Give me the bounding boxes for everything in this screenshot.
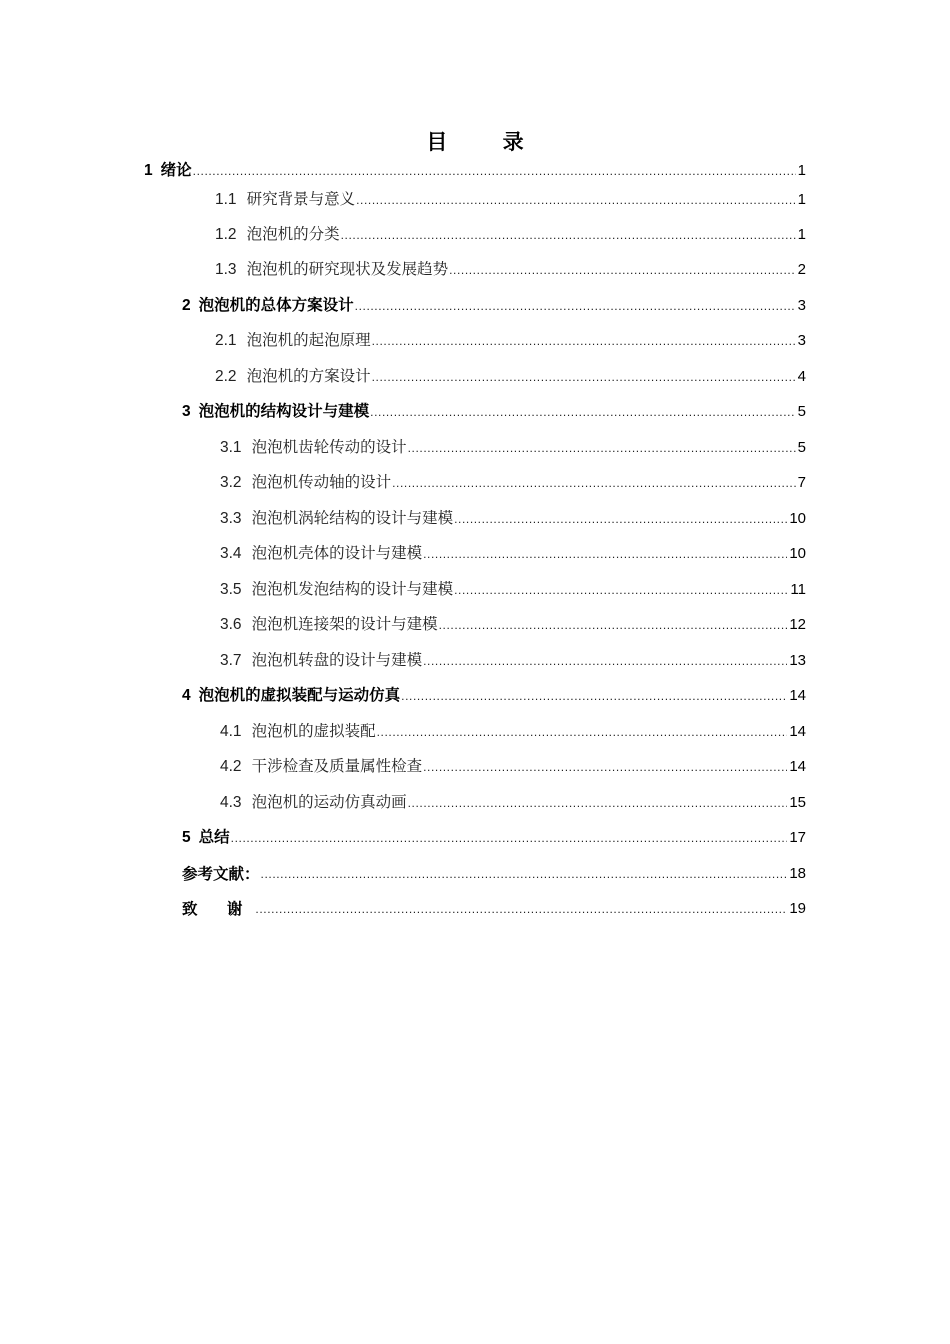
toc-page-number: 10 [789,545,806,562]
toc-page-number: 5 [797,403,806,420]
toc-page-number: 3 [797,297,806,314]
toc-entry-heading [182,864,260,884]
toc-entry-heading [220,721,376,742]
toc-entry-number: 1 [144,162,153,179]
toc-page-number: 4 [797,368,806,385]
toc-entry-label: 泡泡机传动轴的设计 [251,473,392,491]
toc-entry-label: 泡泡机发泡结构的设计与建模 [251,580,454,598]
toc-entry[interactable] [220,718,806,742]
toc-entry-number: 4.3 [220,794,242,811]
toc-entry-label: 泡泡机的分类 [246,225,340,243]
toc-entry[interactable] [182,398,806,422]
toc-leader-dots [423,547,787,561]
toc-page-number: 12 [789,616,806,633]
toc-entry-heading [182,685,400,706]
toc-page-number: 10 [789,510,806,527]
toc-entry-label: 泡泡机涡轮结构的设计与建模 [251,509,454,527]
toc-entry-heading [215,259,448,280]
toc-entry-label: 泡泡机的研究现状及发展趋势 [246,260,449,278]
toc-entry-label: 泡泡机齿轮传动的设计 [251,438,407,456]
toc-page-number: 7 [797,474,806,491]
toc-entry-label: 泡泡机的总体方案设计 [198,296,354,314]
toc-entry-number: 5 [182,829,191,846]
toc-entry[interactable] [220,434,806,458]
toc-leader-dots [454,583,788,597]
toc-entry[interactable] [215,221,806,245]
toc-entry-label: 泡泡机的结构设计与建模 [198,402,370,420]
toc-leader-dots [231,831,788,845]
toc-entry-heading [182,401,369,422]
toc-page-number: 14 [789,687,806,704]
toc-entry-label: 致 谢 [182,900,255,918]
toc-entry[interactable] [215,363,806,387]
toc-leader-dots [377,725,788,739]
toc-page-number: 3 [797,332,806,349]
toc-entry-number: 2 [182,297,191,314]
toc-entry-heading [220,614,438,635]
toc-entry-number: 2.1 [215,332,237,349]
toc-entry-number: 4.2 [220,758,242,775]
toc-page-number: 15 [789,794,806,811]
toc-entry[interactable] [215,327,806,351]
toc-entry-heading [220,756,422,777]
toc-entry[interactable] [220,789,806,813]
toc-entry-label: 干涉检查及质量属性检查 [251,757,423,775]
toc-entry-number: 2.2 [215,368,237,385]
toc-entry-number: 3.2 [220,474,242,491]
toc-entry-number: 1.1 [215,191,237,208]
toc-entry-label: 泡泡机转盘的设计与建模 [251,651,423,669]
toc-leader-dots [193,164,796,178]
toc-entry-heading [220,472,391,493]
toc-entry-heading [182,899,254,919]
toc-entry-number: 3.3 [220,510,242,527]
toc-entry[interactable] [220,647,806,671]
toc-entry-label: 参考文献： [182,865,260,883]
toc-page-number: 14 [789,758,806,775]
toc-leader-dots [454,512,787,526]
toc-leader-dots [423,760,787,774]
toc-entry[interactable] [182,682,806,706]
toc-entry-number: 4.1 [220,723,242,740]
toc-entry[interactable] [144,157,806,181]
toc-entry-heading [215,224,340,245]
toc-entry-number: 3.7 [220,652,242,669]
toc-entry-number: 3.6 [220,616,242,633]
toc-entry[interactable] [220,469,806,493]
toc-entry[interactable] [182,860,806,884]
toc-entry[interactable] [220,753,806,777]
toc-entry[interactable] [215,186,806,210]
toc-leader-dots [255,902,787,916]
toc-entry-heading [144,160,192,181]
toc-entry-number: 3.1 [220,439,242,456]
toc-leader-dots [408,441,796,455]
toc-entry-heading [215,366,371,387]
toc-leader-dots [401,689,787,703]
toc-entry-number: 3.5 [220,581,242,598]
toc-leader-dots [449,263,796,277]
toc-entry-heading [220,437,407,458]
toc-entry-heading [220,792,407,813]
toc-leader-dots [408,796,788,810]
toc-entry[interactable] [215,256,806,280]
toc-entry[interactable] [220,540,806,564]
toc-entry-label: 泡泡机的虚拟装配 [251,722,376,740]
toc-entry-heading [215,330,371,351]
toc-leader-dots [355,299,796,313]
toc-page-number: 5 [797,439,806,456]
toc-page-number: 19 [789,900,806,917]
toc-entry-number: 1.3 [215,261,237,278]
toc-entry-label: 泡泡机的虚拟装配与运动仿真 [198,686,401,704]
toc-leader-dots [439,618,788,632]
toc-page-number: 1 [797,226,806,243]
toc-entry[interactable] [220,611,806,635]
toc-entry[interactable] [220,505,806,529]
toc-entry-label: 泡泡机壳体的设计与建模 [251,544,423,562]
toc-entry-label: 泡泡机连接架的设计与建模 [251,615,438,633]
toc-entry-number: 3 [182,403,191,420]
toc-entry[interactable] [182,824,806,848]
toc-page-number: 18 [789,865,806,882]
toc-leader-dots [341,228,796,242]
toc-entry-number: 3.4 [220,545,242,562]
toc-entry[interactable] [182,292,806,316]
toc-page-number: 1 [797,162,806,179]
toc-entry-label: 研究背景与意义 [246,190,356,208]
toc-leader-dots [356,193,796,207]
toc-leader-dots [423,654,787,668]
toc-entry-number: 1.2 [215,226,237,243]
toc-entry-label: 泡泡机的运动仿真动画 [251,793,407,811]
toc-leader-dots [370,405,796,419]
toc-entry-label: 总结 [198,828,230,846]
toc-entry-label: 泡泡机的方案设计 [246,367,371,385]
toc-title: 目 录 [426,130,548,154]
toc-page-number: 17 [789,829,806,846]
toc-entry-heading [220,508,453,529]
toc-entry-heading [220,579,453,600]
toc-leader-dots [372,370,796,384]
toc-entry-heading [220,650,422,671]
toc-page-number: 1 [797,191,806,208]
toc-leader-dots [392,476,796,490]
toc-page-number: 13 [789,652,806,669]
toc-entry-heading [220,543,422,564]
toc-entry[interactable] [220,576,806,600]
toc-entry-heading [215,189,355,210]
toc-entry-label: 泡泡机的起泡原理 [246,331,371,349]
toc-leader-dots [261,867,788,881]
toc-entry-label: 绪论 [160,161,192,179]
toc-entry[interactable] [182,895,806,919]
toc-entry-heading [182,827,230,848]
toc-leader-dots [372,334,796,348]
toc-page-number: 2 [797,261,806,278]
toc-entry-heading [182,295,354,316]
toc-page-number: 14 [789,723,806,740]
toc-entry-number: 4 [182,687,191,704]
toc-page-number: 11 [790,581,806,598]
